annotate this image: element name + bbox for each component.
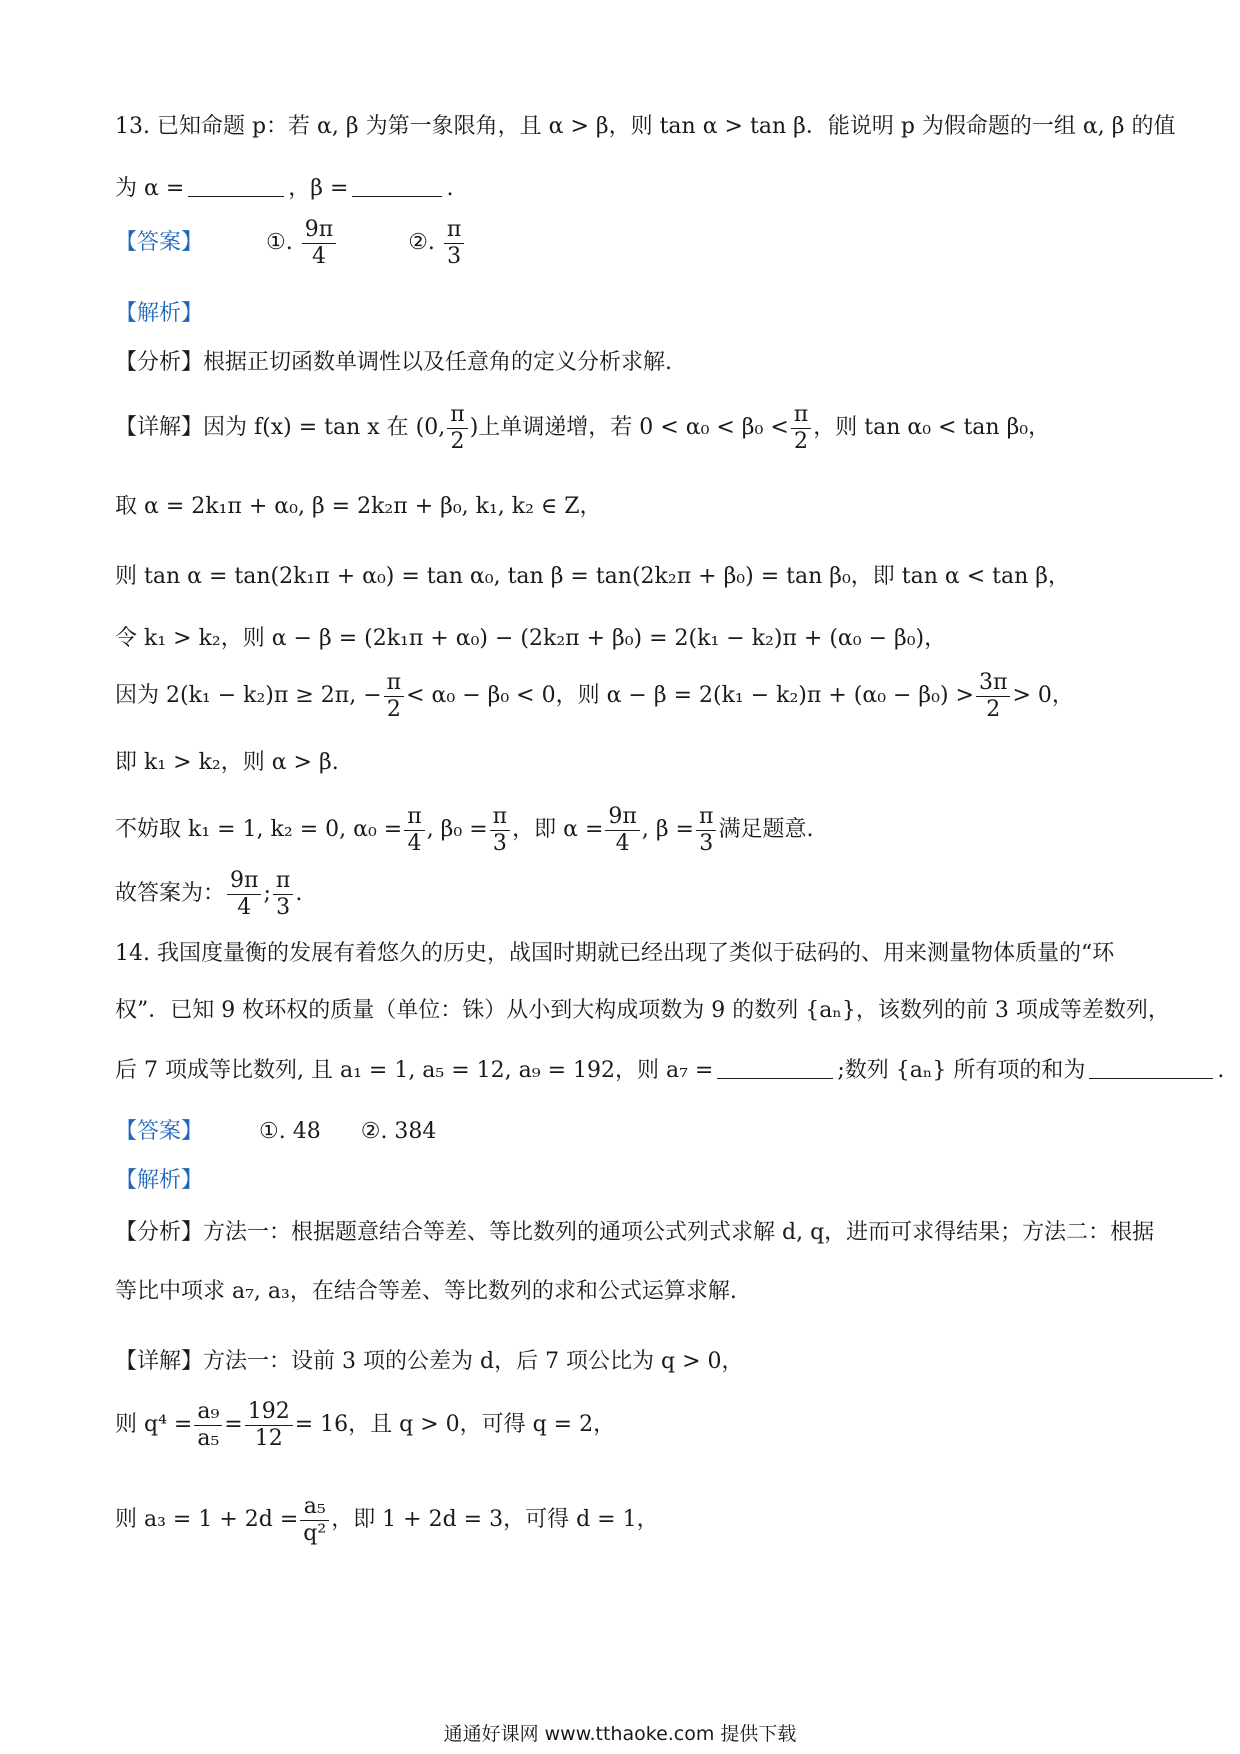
q14-answer-line: 【答案】 ①. 48 ②. 384 — [115, 1119, 437, 1144]
q14-fenxi-line-1: 【分析】方法一：根据题意结合等差、等比数列的通项公式列式求解 d, q，进而可求得结果；方法二：根据 — [115, 1220, 1155, 1245]
q13-stem-line-2: 为 α = ，β = . — [115, 176, 454, 201]
q13-detail-line-7: 不妨取 k₁ = 1, k₂ = 0, α₀ = $\frac{\pi}{4}$ , β₀ = $\frac{\pi}{3}$ ，即 α = $\frac{9\pi}{4}$ , β = $\frac{\pi}{3}$ 满足题意. — [115, 803, 814, 856]
q13-detail-line-2: 取 α = 2k₁π + α₀, β = 2k₂π + β₀, k₁, k₂ ∈ Z， — [115, 494, 602, 519]
page-footer: 通通好课网 www.tthaoke.com 提供下载 — [443, 1723, 797, 1745]
q13-detail-line-3: 则 tan α = tan(2k₁π + α₀) = tan α₀, tan β = tan(2k₂π + β₀) = tan β₀，即 tan α < tan β， — [115, 564, 1071, 589]
q13-answer2-fraction: $\frac{\pi}{3}$ — [444, 219, 464, 268]
q13-answer-line: 【答案】 ①. $\frac{9\pi}{4}$ ②. $\frac{\pi}{3}$ — [115, 215, 1135, 271]
q13-detail-line-1: 【详解】因为 f(x) = tan x 在 (0, $\frac{\pi}{2}$ )上单调递增，若 0 < α₀ < β₀ < $\frac{\pi}{2}$ ，则 tan α₀ < tan β₀， — [115, 401, 1051, 454]
q13-detail-line-5: 因为 2(k₁ − k₂)π ≥ 2π, − $\frac{\pi}{2}$ < α₀ − β₀ < 0，则 α − β = 2(k₁ − k₂)π + (α₀ − β₀) > $\frac{3\pi}{2}$ > 0， — [115, 669, 1074, 722]
q13-detail-line-6: 即 k₁ > k₂，则 α > β. — [115, 750, 339, 775]
answer-label: 【答案】 — [115, 230, 204, 255]
q13-analysis-label: 【解析】 — [115, 301, 204, 326]
q14-stem-line-2: 权”．已知 9 枚环权的质量（单位：铢）从小到大构成项数为 9 的数列 {aₙ}，该数列的前 3 项成等差数列， — [115, 998, 1170, 1023]
q14-blank-a7 — [717, 1056, 833, 1079]
q14-detail-line-2: 则 q⁴ = $\frac{\text{a₉}}{\text{a₅}}$ = $\frac{192}{12}$ = 16，且 q > 0，可得 q = 2， — [115, 1398, 616, 1451]
q13-blank-beta — [352, 174, 442, 197]
q13-answer1-fraction: $\frac{9\pi}{4}$ — [302, 219, 336, 268]
q14-stem-line-3: 后 7 项成等比数列, 且 a₁ = 1, a₅ = 12, a₉ = 192，则 a₇ = ;数列 {aₙ} 所有项的和为 . — [115, 1058, 1225, 1083]
q14-analysis-label: 【解析】 — [115, 1168, 204, 1193]
q13-blank-alpha — [188, 174, 284, 197]
q13-fenxi: 【分析】根据正切函数单调性以及任意角的定义分析求解. — [115, 350, 673, 375]
q13-detail-line-4: 令 k₁ > k₂，则 α − β = (2k₁π + α₀) − (2k₂π + β₀) = 2(k₁ − k₂)π + (α₀ − β₀)， — [115, 626, 947, 651]
q14-stem-line-1: 14. 我国度量衡的发展有着悠久的历史，战国时期就已经出现了类似于砝码的、用来测量物体质量的“环 — [115, 941, 1115, 966]
q13-stem-line-1: 13. 已知命题 p：若 α, β 为第一象限角，且 α > β，则 tan α > tan β．能说明 p 为假命题的一组 α, β 的值 — [115, 114, 1176, 139]
q13-final-answer: 故答案为： $\frac{9\pi}{4}$ ; $\frac{\pi}{3}$ . — [115, 867, 303, 920]
q14-fenxi-line-2: 等比中项求 a₇, a₃，在结合等差、等比数列的求和公式运算求解. — [115, 1279, 737, 1304]
q14-detail-line-1: 【详解】方法一：设前 3 项的公差为 d，后 7 项公比为 q > 0， — [115, 1349, 744, 1374]
q14-blank-sum — [1089, 1056, 1213, 1079]
q14-detail-line-3: 则 a₃ = 1 + 2d = $\frac{\text{a₅}}{\text{q²}}$ ，即 1 + 2d = 3，可得 d = 1， — [115, 1493, 659, 1546]
